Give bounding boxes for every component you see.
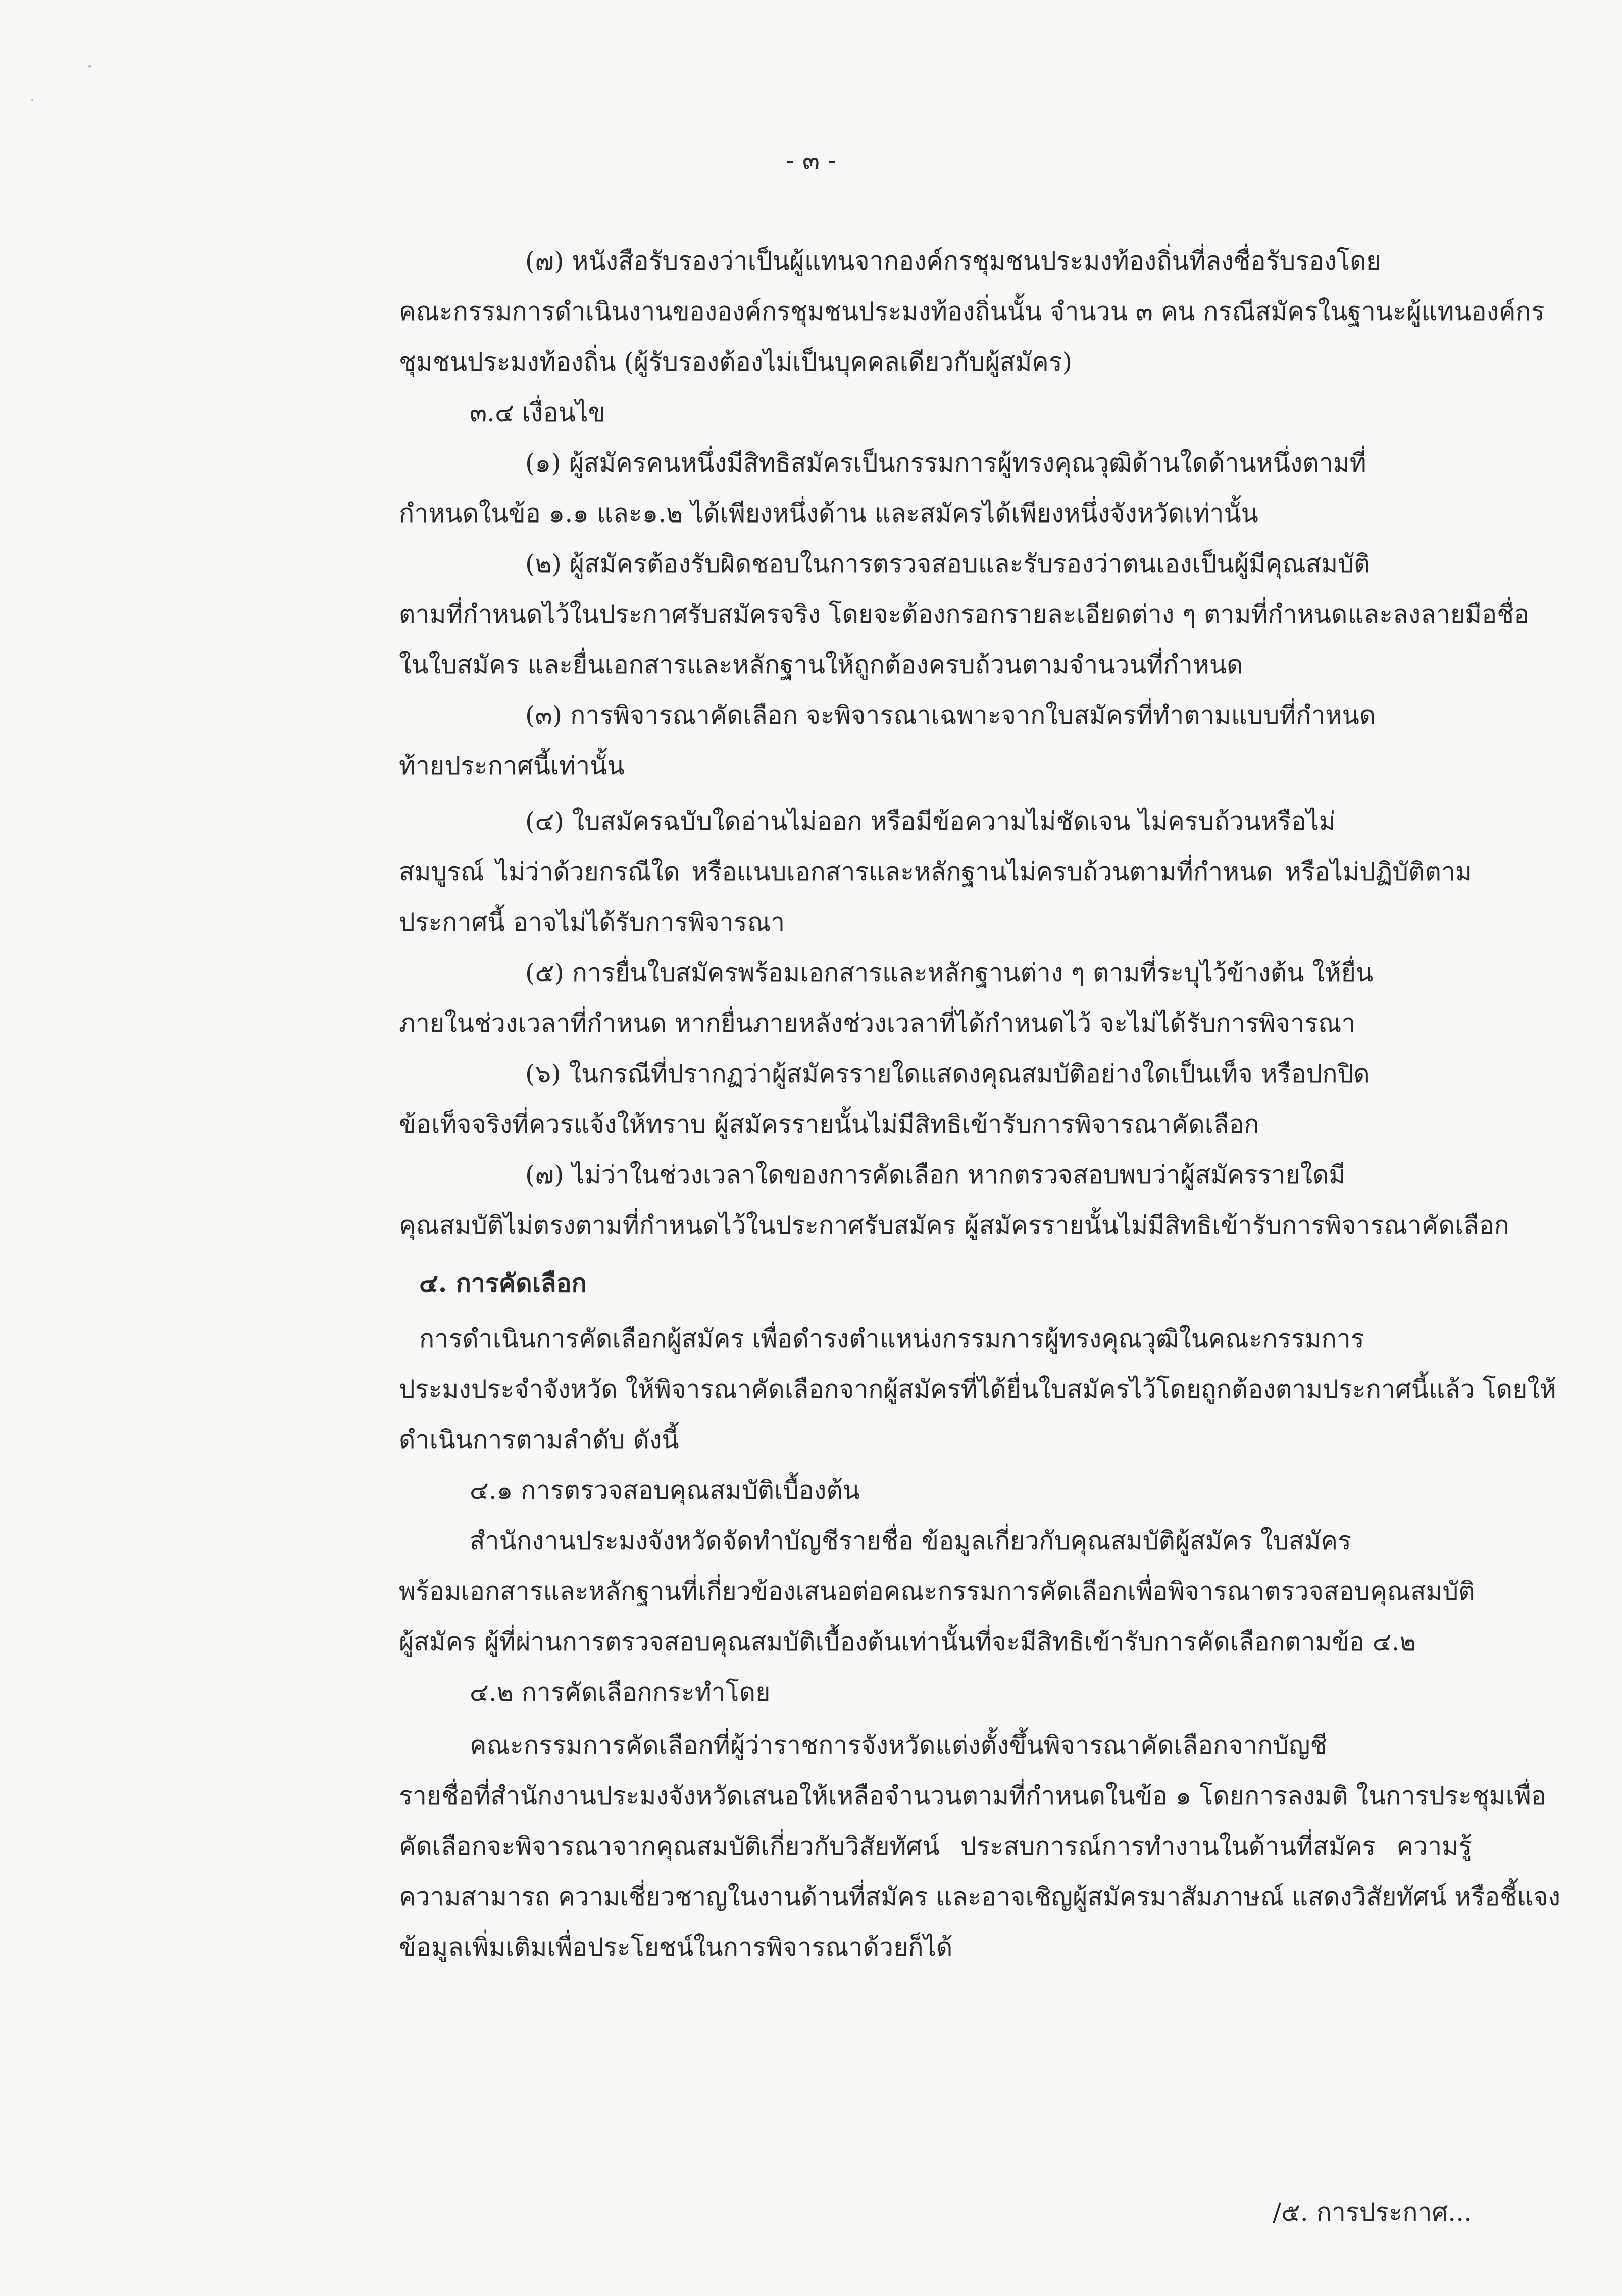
paragraph-line: ประมงประจำจังหวัด ให้พิจารณาคัดเลือกจากผู้สมัครที่ได้ยื่นใบสมัครไว้โดยถูกต้องตามประกาศนี้แล้ว โดยให้ bbox=[399, 1375, 1556, 1404]
paragraph-line: คณะกรรมการคัดเลือกที่ผู้ว่าราชการจังหวัดแต่งตั้งขึ้นพิจารณาคัดเลือกจากบัญชี bbox=[470, 1731, 1328, 1760]
paragraph-line: คณะกรรมการดำเนินงานขององค์กรชุมชนประมงท้องถิ่นนั้น จำนวน ๓ คน กรณีสมัครในฐานะผู้แทนองค์กร bbox=[399, 297, 1545, 326]
paragraph-line: ประกาศนี้ อาจไม่ได้รับการพิจารณา bbox=[399, 908, 785, 937]
paragraph-line: ความสามารถ ความเชี่ยวชาญในงานด้านที่สมัคร และอาจเชิญผู้สมัครมาสัมภาษณ์ แสดงวิสัยทัศน์ หรือชี้แจง bbox=[399, 1882, 1561, 1911]
subsection-heading: ๔.๒ การคัดเลือกกระทำโดย bbox=[470, 1678, 771, 1707]
page-number: - ๓ - bbox=[786, 145, 836, 175]
paragraph-line: ผู้สมัคร ผู้ที่ผ่านการตรวจสอบคุณสมบัติเบื้องต้นเท่านั้นที่จะมีสิทธิเข้ารับการคัดเลือกตามข้อ ๔.๒ bbox=[399, 1627, 1416, 1656]
paragraph-line: (๖) ในกรณีที่ปรากฏว่าผู้สมัครรายใดแสดงคุณสมบัติอย่างใดเป็นเท็จ หรือปกปิด bbox=[525, 1059, 1370, 1088]
continuation-reference: /๕. การประกาศ... bbox=[1273, 2198, 1472, 2227]
paragraph-line: ภายในช่วงเวลาที่กำหนด หากยื่นภายหลังช่วงเวลาที่ได้กำหนดไว้ จะไม่ได้รับการพิจารณา bbox=[399, 1009, 1356, 1038]
paragraph-line: ตามที่กำหนดไว้ในประกาศรับสมัครจริง โดยจะต้องกรอกรายละเอียดต่าง ๆ ตามที่กำหนดและลงลายมือชื่อ bbox=[399, 600, 1530, 629]
paragraph-line: กำหนดในข้อ ๑.๑ และ๑.๒ ได้เพียงหนึ่งด้าน และสมัครได้เพียงหนึ่งจังหวัดเท่านั้น bbox=[399, 499, 1258, 528]
subsection-heading: ๓.๔ เงื่อนไข bbox=[470, 398, 605, 427]
paragraph-line: (๗) ไม่ว่าในช่วงเวลาใดของการคัดเลือก หากตรวจสอบพบว่าผู้สมัครรายใดมี bbox=[525, 1160, 1346, 1189]
paragraph-line: (๗) หนังสือรับรองว่าเป็นผู้แทนจากองค์กรชุมชนประมงท้องถิ่นที่ลงชื่อรับรองโดย bbox=[525, 246, 1382, 276]
paragraph-line: การดำเนินการคัดเลือกผู้สมัคร เพื่อดำรงตำแหน่งกรรมการผู้ทรงคุณวุฒิในคณะกรรมการ bbox=[419, 1324, 1364, 1353]
paragraph-line: (๑) ผู้สมัครคนหนึ่งมีสิทธิสมัครเป็นกรรมการผู้ทรงคุณวุฒิด้านใดด้านหนึ่งตามที่ bbox=[525, 448, 1366, 478]
paragraph-line: พร้อมเอกสารและหลักฐานที่เกี่ยวข้องเสนอต่อคณะกรรมการคัดเลือกเพื่อพิจารณาตรวจสอบคุณสมบัติ bbox=[399, 1577, 1475, 1606]
paragraph-line: (๕) การยื่นใบสมัครพร้อมเอกสารและหลักฐานต่าง ๆ ตามที่ระบุไว้ข้างต้น ให้ยื่น bbox=[525, 958, 1374, 987]
section-heading: ๔. การคัดเลือก bbox=[419, 1268, 587, 1298]
subsection-heading: ๔.๑ การตรวจสอบคุณสมบัติเบื้องต้น bbox=[470, 1476, 860, 1505]
paragraph-line: ดำเนินการตามลำดับ ดังนี้ bbox=[399, 1425, 679, 1454]
paragraph-line: สมบูรณ์ ไม่ว่าด้วยกรณีใด หรือแนบเอกสารและหลักฐานไม่ครบถ้วนตามที่กำหนด หรือไม่ปฏิบัติตาม bbox=[399, 857, 1472, 886]
paragraph-line: (๓) การพิจารณาคัดเลือก จะพิจารณาเฉพาะจากใบสมัครที่ทำตามแบบที่กำหนด bbox=[525, 701, 1376, 730]
paragraph-line: สำนักงานประมงจังหวัดจัดทำบัญชีรายชื่อ ข้อมูลเกี่ยวกับคุณสมบัติผู้สมัคร ใบสมัคร bbox=[470, 1526, 1351, 1555]
paragraph-line: คุณสมบัติไม่ตรงตามที่กำหนดไว้ในประกาศรับสมัคร ผู้สมัครรายนั้นไม่มีสิทธิเข้ารับการพิจารณาคัดเลือก bbox=[399, 1211, 1509, 1240]
paragraph-line: (๔) ใบสมัครฉบับใดอ่านไม่ออก หรือมีข้อความไม่ชัดเจน ไม่ครบถ้วนหรือไม่ bbox=[525, 807, 1336, 836]
paragraph-line: รายชื่อที่สำนักงานประมงจังหวัดเสนอให้เหลือจำนวนตามที่กำหนดในข้อ ๑ โดยการลงมติ ในการประชุมเพื่อ bbox=[399, 1781, 1546, 1810]
paragraph-line: ชุมชนประมงท้องถิ่น (ผู้รับรองต้องไม่เป็นบุคคลเดียวกับผู้สมัคร) bbox=[399, 347, 1073, 377]
paragraph-line: ข้อเท็จจริงที่ควรแจ้งให้ทราบ ผู้สมัครรายนั้นไม่มีสิทธิเข้ารับการพิจารณาคัดเลือก bbox=[399, 1110, 1259, 1139]
scan-speck bbox=[31, 99, 33, 101]
paragraph-line: ในใบสมัคร และยื่นเอกสารและหลักฐานให้ถูกต้องครบถ้วนตามจำนวนที่กำหนด bbox=[399, 650, 1243, 680]
paragraph-line: ท้ายประกาศนี้เท่านั้น bbox=[399, 751, 625, 780]
paragraph-line: (๒) ผู้สมัครต้องรับผิดชอบในการตรวจสอบและรับรองว่าตนเองเป็นผู้มีคุณสมบัติ bbox=[525, 549, 1371, 579]
paragraph-line: คัดเลือกจะพิจารณาจากคุณสมบัติเกี่ยวกับวิสัยทัศน์ ประสบการณ์การทำงานในด้านที่สมัคร ความรู้ bbox=[399, 1832, 1472, 1861]
scan-speck bbox=[88, 65, 91, 68]
paragraph-line: ข้อมูลเพิ่มเติมเพื่อประโยชน์ในการพิจารณาด้วยก็ได้ bbox=[399, 1933, 953, 1962]
